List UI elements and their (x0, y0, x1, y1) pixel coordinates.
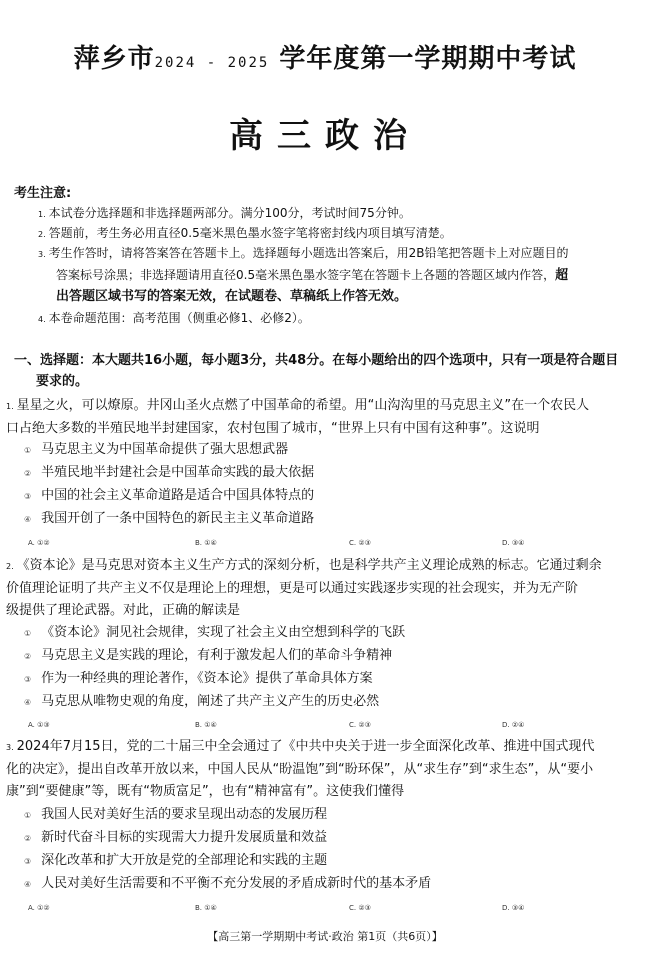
option-index: ① (24, 446, 32, 455)
notice-bold-2: 出答题区域书写的答案无效，在试题卷、草稿纸上作答无效。 (56, 289, 408, 304)
question-2-answer-a: A. ①③ (28, 721, 50, 729)
section-heading (14, 350, 640, 392)
option-index: ④ (24, 515, 32, 524)
question-3-answer-c: C. ②③ (349, 904, 371, 912)
question-number: 1. (6, 402, 14, 411)
question-3-option-4 (24, 873, 431, 896)
notice-text: 考生作答时，请将答案答在答题卡上。选择题每小题选出答案后，用2B铅笔把答题卡上对应题目的 (48, 246, 569, 260)
question-3-option-2 (24, 827, 327, 850)
notice-num: 2. (38, 230, 46, 239)
stem-line: 2024年7月15日，党的二十届三中全会通过了《中共中央关于进一步全面深化改革、推进中国式现代 (16, 739, 595, 754)
stem-line: 星星之火，可以燎原。井冈山圣火点燃了中国革命的希望。用“山沟沟里的马克思主义”在一个农民人 (16, 398, 590, 413)
notice-num: 4. (38, 315, 46, 324)
question-1-option-4 (24, 508, 314, 531)
question-number: 3. (6, 743, 14, 752)
notice-item-1 (38, 203, 638, 225)
notice-bold-1: 超 (555, 268, 569, 283)
section-line-2: 要求的。 (36, 374, 89, 389)
question-3-option-1 (24, 804, 327, 827)
option-index: ② (24, 652, 32, 661)
notice-num: 1. (38, 210, 46, 219)
question-2-option-2 (24, 645, 392, 668)
notice-text: 本卷命题范围：高考范围（侧重必修1、必修2）。 (48, 311, 310, 325)
option-index: ③ (24, 492, 32, 501)
question-1-stem (6, 395, 638, 440)
question-number: 2. (6, 562, 14, 571)
notice-item-4 (38, 308, 638, 330)
stem-line: 化的决定》，提出自改革开放以来，中国人民从“盼温饱”到“盼环保”，从“求生存”到“求生态”，从“要小 (6, 762, 594, 777)
stem-line: 级提供了理论武器。对此，正确的解读是 (6, 603, 241, 618)
option-text: 我国人民对美好生活的要求呈现出动态的发展历程 (41, 807, 328, 822)
question-2-option-1 (24, 622, 405, 645)
notice-text: 本试卷分选择题和非选择题两部分。满分100分，考试时间75分钟。 (48, 206, 411, 220)
question-1-answer-a: A. ①② (28, 539, 50, 547)
question-1-option-2 (24, 462, 314, 485)
notice-text-line2: 答案标号涂黑；非选择题请用直径0.5毫米黑色墨水签字笔在答题卡上各题的答题区域内作答， (56, 268, 556, 282)
question-2-answer-c: C. ②③ (349, 721, 371, 729)
notice-heading: 考生注意: (14, 186, 72, 201)
option-text: 深化改革和扩大开放是党的全部理论和实践的主题 (41, 853, 328, 868)
exam-title (0, 38, 650, 75)
option-text: 人民对美好生活需要和不平衡不充分发展的矛盾成新时代的基本矛盾 (41, 876, 432, 891)
option-text: 我国开创了一条中国特色的新民主主义革命道路 (41, 511, 315, 526)
option-text: 马克思主义为中国革命提供了强大思想武器 (41, 442, 289, 457)
question-3-stem (6, 736, 638, 803)
title-city: 萍乡市 (73, 44, 155, 74)
option-text: 作为一种经典的理论著作，《资本论》提供了革命具体方案 (41, 671, 373, 686)
notice-item-2 (38, 223, 638, 245)
option-text: 马克思从唯物史观的角度，阐述了共产主义产生的历史必然 (41, 694, 380, 709)
option-index: ① (24, 811, 32, 820)
option-text: 中国的社会主义革命道路是适合中国具体特点的 (41, 488, 315, 503)
question-3-answer-a: A. ①② (28, 904, 50, 912)
section-line-1: 一、选择题：本大题共16小题，每小题3分，共48分。在每小题给出的四个选项中，只有一项是符合题目 (14, 353, 619, 368)
question-2-answer-b: B. ①④ (195, 721, 217, 729)
question-1-option-1 (24, 439, 288, 462)
option-index: ③ (24, 857, 32, 866)
option-index: ④ (24, 698, 32, 707)
notice-num: 3. (38, 250, 46, 259)
title-year: 2024 - 2025 (154, 55, 270, 71)
question-3-answer-d: D. ③④ (502, 904, 525, 912)
question-2-option-4 (24, 691, 379, 714)
title-term: 学年度第一学期期中考试 (279, 44, 577, 74)
notice-text: 答题前，考生务必用直径0.5毫米黑色墨水签字笔将密封线内项目填写清楚。 (48, 226, 452, 240)
question-1-option-3 (24, 485, 314, 508)
option-text: 半殖民地半封建社会是中国革命实践的最大依据 (41, 465, 315, 480)
question-1-answer-c: C. ②③ (349, 539, 371, 547)
option-text: 《资本论》洞见社会规律，实现了社会主义由空想到科学的飞跃 (41, 625, 406, 640)
page-footer: 【高三第一学期期中考试·政治 第1页（共6页）】 (207, 930, 443, 943)
question-2-stem (6, 555, 638, 622)
subject-title: 高三政治 (229, 116, 421, 156)
question-1-answer-d: D. ③④ (502, 539, 525, 547)
stem-line: 口占绝大多数的半殖民地半封建国家，农村包围了城市，“世界上只有中国有这种事”。这说明 (6, 421, 540, 436)
stem-line: 价值理论证明了共产主义不仅是理论上的理想，更是可以通过实践逐步实现的社会现实，并为无产阶 (6, 581, 579, 596)
option-index: ① (24, 629, 32, 638)
question-2-answer-d: D. ②④ (502, 721, 525, 729)
option-index: ② (24, 469, 32, 478)
question-3-option-3 (24, 850, 327, 873)
question-3-answer-b: B. ①④ (195, 904, 217, 912)
option-index: ② (24, 834, 32, 843)
option-index: ④ (24, 880, 32, 889)
option-text: 马克思主义是实践的理论，有利于激发起人们的革命斗争精神 (41, 648, 393, 663)
question-1-answer-b: B. ①④ (195, 539, 217, 547)
option-index: ③ (24, 675, 32, 684)
question-2-option-3 (24, 668, 373, 691)
option-text: 新时代奋斗目标的实现需大力提升发展质量和效益 (41, 830, 328, 845)
stem-line: 康”到“要健康”等，既有“物质富足”，也有“精神富有”。这使我们懂得 (6, 784, 405, 799)
stem-line: 《资本论》是马克思对资本主义生产方式的深刻分析，也是科学共产主义理论成熟的标志。它通过剩余 (16, 558, 602, 573)
notice-item-3 (38, 243, 638, 307)
